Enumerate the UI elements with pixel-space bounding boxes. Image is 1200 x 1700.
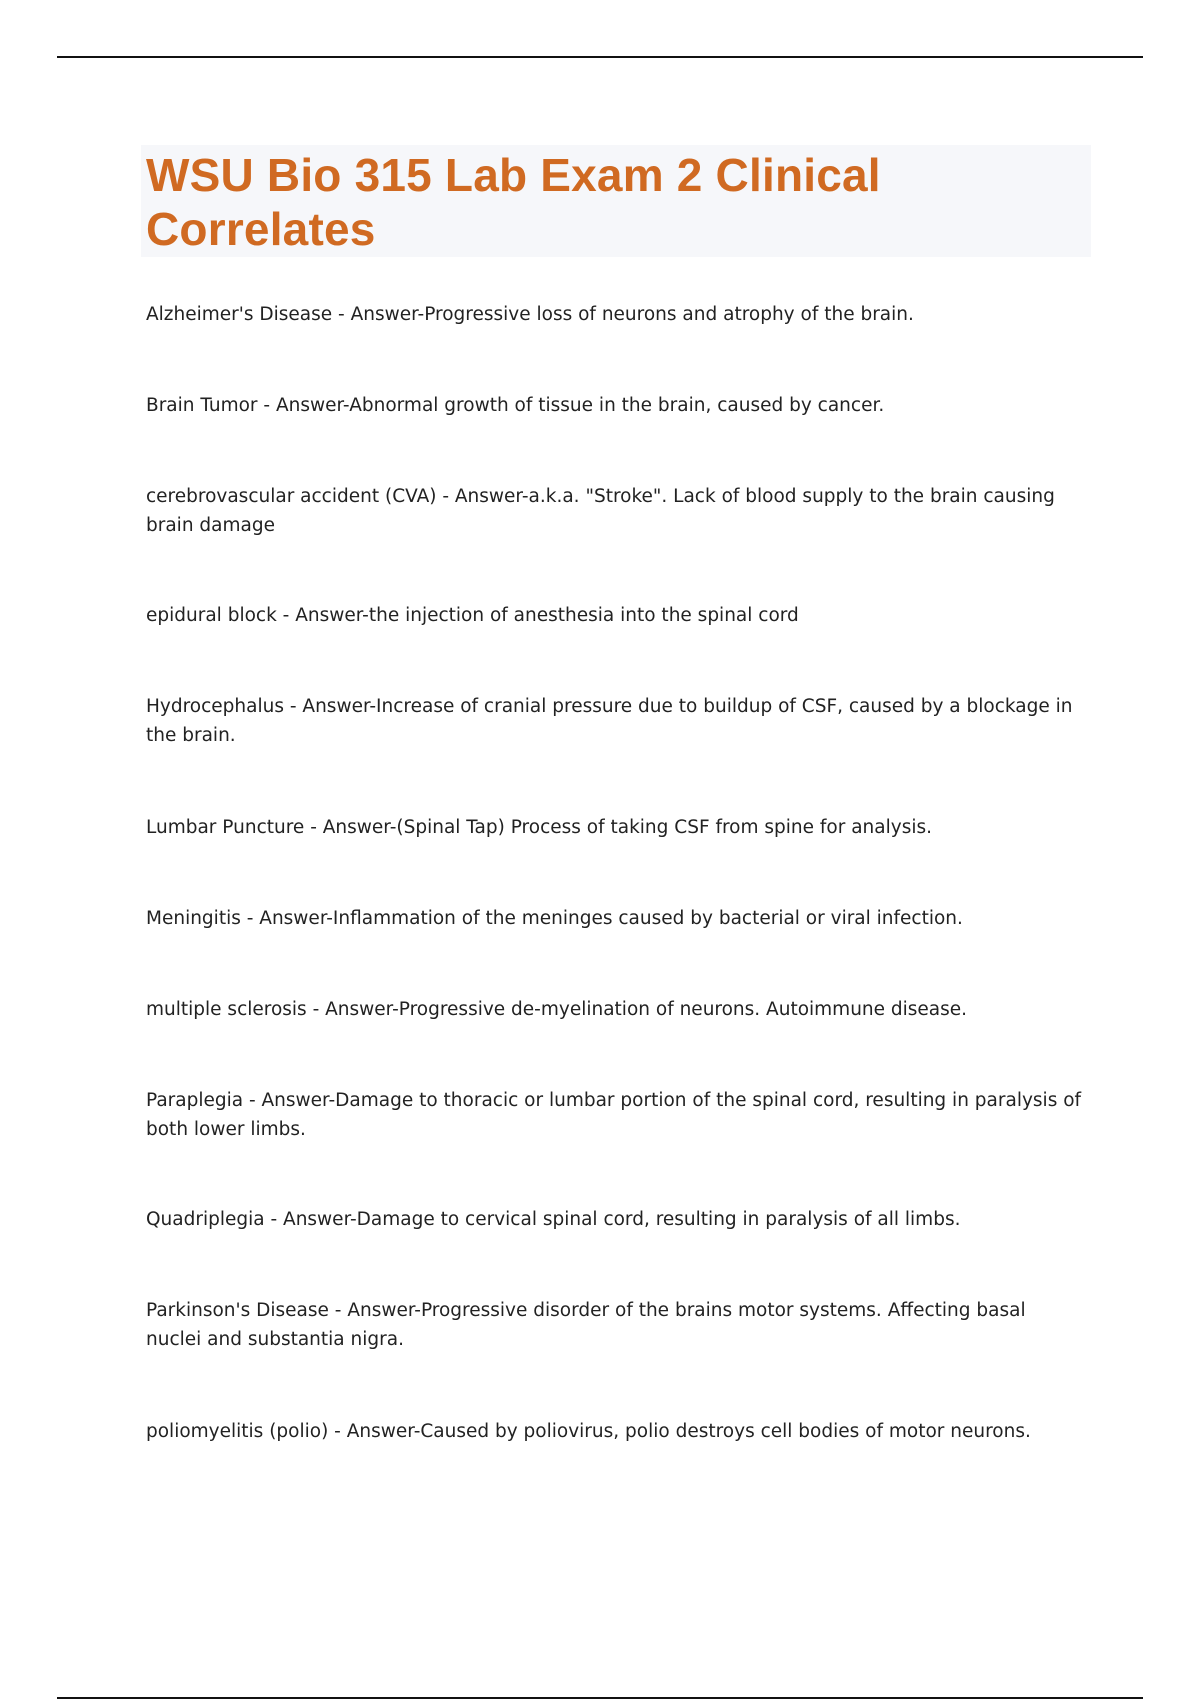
- entry-poliomyelitis: poliomyelitis (polio) - Answer-Caused by poliovirus, polio destroys cell bodies of motor neurons.: [146, 1421, 1031, 1442]
- entry-quadriplegia: Quadriplegia - Answer-Damage to cervical spinal cord, resulting in paralysis of all limbs.: [146, 1209, 961, 1230]
- entry-lumbar-puncture: Lumbar Puncture - Answer-(Spinal Tap) Process of taking CSF from spine for analysis.: [146, 817, 933, 838]
- document-title: WSU Bio 315 Lab Exam 2 Clinical Correlates: [146, 149, 881, 255]
- entry-hydrocephalus: Hydrocephalus - Answer-Increase of cranial pressure due to buildup of CSF, caused by a blockage in the brain.: [146, 696, 1073, 746]
- header-rule: [57, 56, 1143, 58]
- entry-parkinsons: Parkinson's Disease - Answer-Progressive disorder of the brains motor systems. Affecting basal nuclei and substantia nigra.: [146, 1300, 1026, 1350]
- entry-meningitis: Meningitis - Answer-Inflammation of the meninges caused by bacterial or viral infection.: [146, 908, 963, 929]
- entry-epidural-block: epidural block - Answer-the injection of anesthesia into the spinal cord: [146, 605, 799, 626]
- entry-cva: cerebrovascular accident (CVA) - Answer-a.k.a. "Stroke". Lack of blood supply to the brain causing brain damage: [146, 486, 1055, 536]
- entry-paraplegia: Paraplegia - Answer-Damage to thoracic or lumbar portion of the spinal cord, resulting in paralysis of both lower limbs.: [146, 1090, 1082, 1140]
- entry-multiple-sclerosis: multiple sclerosis - Answer-Progressive de-myelination of neurons. Autoimmune disease.: [146, 999, 968, 1020]
- entry-brain-tumor: Brain Tumor - Answer-Abnormal growth of tissue in the brain, caused by cancer.: [146, 395, 885, 416]
- entry-alzheimers: Alzheimer's Disease - Answer-Progressive loss of neurons and atrophy of the brain.: [146, 304, 914, 325]
- footer-rule: [57, 1697, 1143, 1699]
